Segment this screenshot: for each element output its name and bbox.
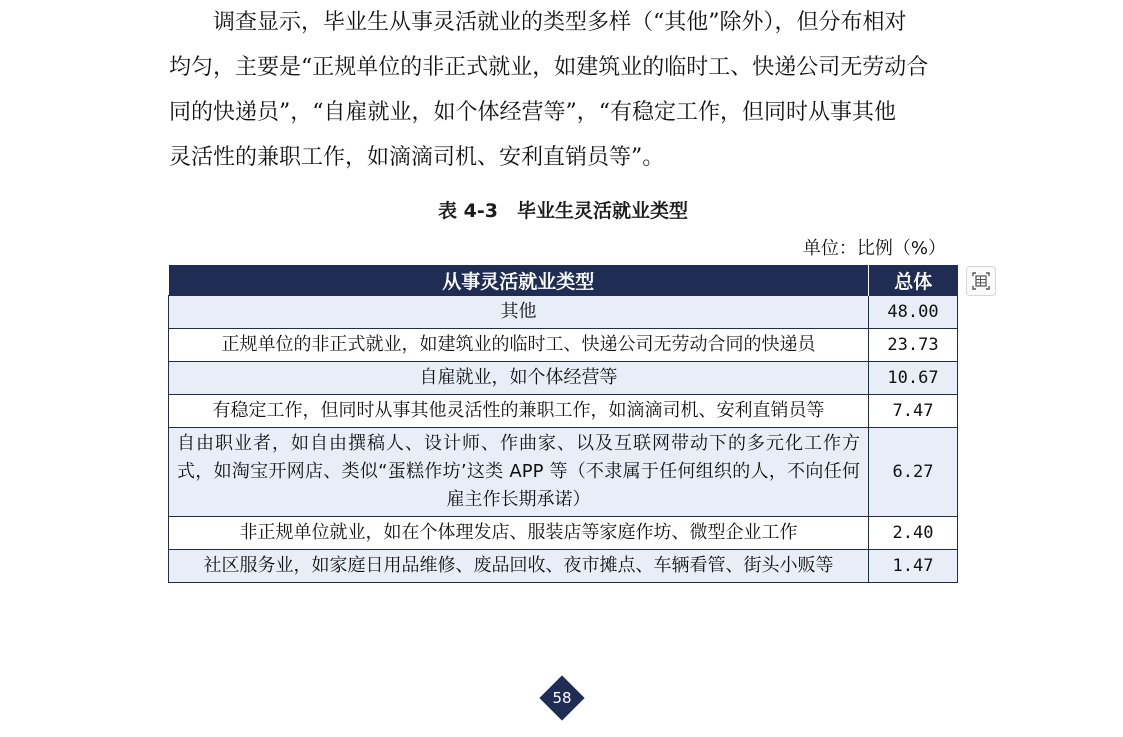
table-row xyxy=(169,395,958,428)
body-paragraph xyxy=(169,0,969,180)
table-row xyxy=(169,550,958,583)
paragraph-line: 同的快递员”，“自雇就业，如个体经营等”，“有稳定工作，但同时从事其他 xyxy=(169,100,896,125)
cell-type: 自由职业者，如自由撰稿人、设计师、作曲家、以及互联网带动下的多元化工作方式，如淘宝开网店、类似“蛋糕作坊’这类 APP 等（不隶属于任何组织的人，不向任何雇主作长期承诺） xyxy=(169,428,869,517)
table-row xyxy=(169,517,958,550)
cell-value: 23.73 xyxy=(869,329,958,362)
header-type: 从事灵活就业类型 xyxy=(169,265,869,296)
paragraph-line: 灵活性的兼职工作，如滴滴司机、安利直销员等”。 xyxy=(169,145,665,170)
header-total: 总体 xyxy=(869,265,958,296)
cell-value: 7.47 xyxy=(869,395,958,428)
table-header-row xyxy=(169,265,958,296)
table-row xyxy=(169,296,958,329)
cell-type: 有稳定工作，但同时从事其他灵活性的兼职工作，如滴滴司机、安利直销员等 xyxy=(169,395,869,428)
table-extract-icon xyxy=(967,267,995,295)
table-unit-note: 单位：比例（%） xyxy=(802,238,946,259)
table-extract-button[interactable] xyxy=(966,266,996,296)
cell-value: 10.67 xyxy=(869,362,958,395)
cell-value: 1.47 xyxy=(869,550,958,583)
cell-type: 其他 xyxy=(169,296,869,329)
cell-value: 6.27 xyxy=(869,428,958,517)
cell-value: 2.40 xyxy=(869,517,958,550)
cell-type: 正规单位的非正式就业，如建筑业的临时工、快递公司无劳动合同的快递员 xyxy=(169,329,869,362)
table-row xyxy=(169,329,958,362)
flexible-employment-table xyxy=(168,265,958,583)
cell-type: 非正规单位就业，如在个体理发店、服装店等家庭作坊、微型企业工作 xyxy=(169,517,869,550)
page-number-badge xyxy=(540,676,584,720)
paragraph-line: 均匀，主要是“正规单位的非正式就业，如建筑业的临时工、快递公司无劳动合 xyxy=(169,55,929,80)
cell-type: 自雇就业，如个体经营等 xyxy=(169,362,869,395)
cell-value: 48.00 xyxy=(869,296,958,329)
table-row xyxy=(169,428,958,517)
page-number: 58 xyxy=(552,689,572,707)
table-caption: 表 4-3 毕业生灵活就业类型 xyxy=(438,200,688,222)
table-row xyxy=(169,362,958,395)
cell-type: 社区服务业，如家庭日用品维修、废品回收、夜市摊点、车辆看管、街头小贩等 xyxy=(169,550,869,583)
paragraph-line: 调查显示，毕业生从事灵活就业的类型多样（“其他”除外），但分布相对 xyxy=(213,10,907,35)
